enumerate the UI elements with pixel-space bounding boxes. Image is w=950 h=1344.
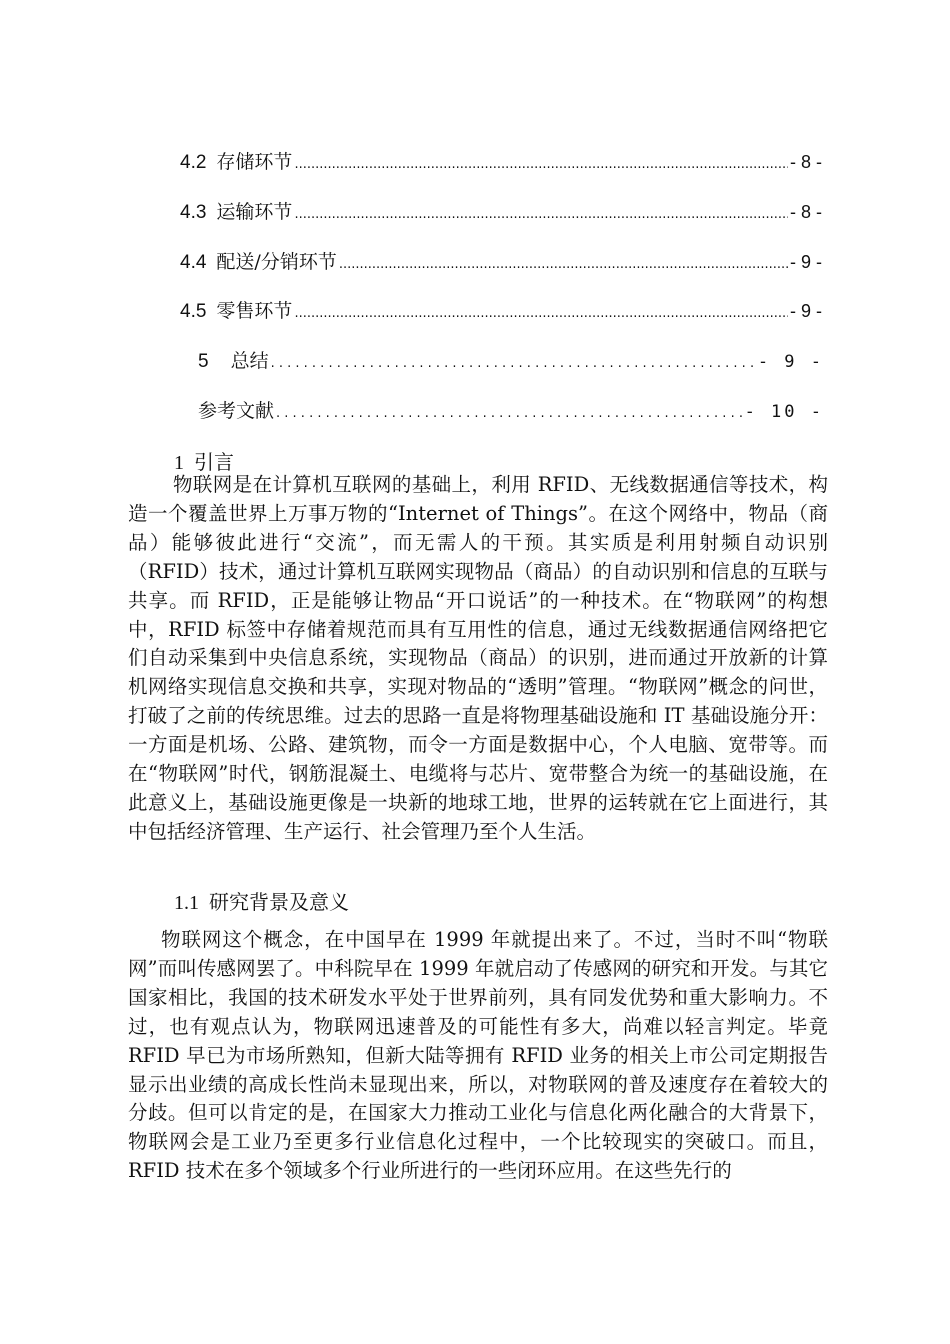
toc-entry-title: 零售环节 bbox=[216, 300, 293, 322]
toc-entry-number: 4.2 bbox=[180, 152, 207, 173]
toc-entry-number: 4.3 bbox=[180, 202, 207, 223]
toc-entry-page: - 10 - bbox=[744, 402, 824, 422]
section-number: 1.1 bbox=[174, 892, 199, 914]
body-paragraph: 物联网是在计算机互联网的基础上，利用 RFID、无线数据通信等技术，构造一个覆盖世界上万事万物的“Internet of Things”。在这个网络中，物品（商品）能够彼此进行“交流”，而无需人的干预。其实质是利用射频自动识别（RFID）技术，通过计算机互联网实现物品（商品）的自动识别和信息的互联与共享。而 RFID，正是能够让物品“开口说话”的一种技术。在“物联网”的构想中，RFID 标签中存储着规范而具有互用性的信息，通过无线数据通信网络把它们自动采集到中央信息系统，实现物品（商品）的识别，进而通过开放新的计算机网络实现信息交换和共享，实现对物品的“透明”管理。“物联网”概念的问世，打破了之前的传统思维。过去的思路一直是将物理基础设施和 IT 基础设施分开：一方面是机场、公路、建筑物，而令一方面是数据中心，个人电脑、宽带等。而在“物联网”时代，钢筋混凝土、电缆将与芯片、宽带整合为统一的基础设施，在此意义上，基础设施更像是一块新的地球工地，世界的运转就在它上面进行，其中包括经济管理、生产运行、社会管理乃至个人生活。 bbox=[128, 473, 828, 843]
toc-entry-page: - 9 - bbox=[789, 252, 822, 272]
toc-entry-title: 参考文献 bbox=[198, 400, 275, 422]
toc-entry-title: 存储环节 bbox=[216, 151, 293, 173]
toc-entry-title: 配送/分销环节 bbox=[216, 251, 337, 273]
toc-entry[interactable] bbox=[180, 299, 822, 326]
toc-entry-title: 运输环节 bbox=[216, 201, 293, 223]
section-title: 研究背景及意义 bbox=[209, 890, 349, 914]
toc-entry-number: 4.5 bbox=[180, 301, 207, 322]
body-paragraph: 物联网这个概念，在中国早在 1999 年就提出来了。不过，当时不叫“物联网”而叫传感网罢了。中科院早在 1999 年就启动了传感网的研究和开发。与其它国家相比，我国的技术研发水平处于世界前列，具有同发优势和重大影响力。不过，也有观点认为，物联网迅速普及的可能性有多大，尚难以轻言判定。毕竟 RFID 早已为市场所熟知，但新大陆等拥有 RFID 业务的相关上市公司定期报告显示出业绩的高成长性尚未显现出来，所以，对物联网的普及速度存在着较大的分歧。但可以肯定的是，在国家大力推动工业化与信息化两化融合的大背景下，物联网会是工业乃至更多行业信息化过程中，一个比较现实的突破口。而且，RFID 技术在多个领域多个行业所进行的一些闭环应用。在这些先行的 bbox=[128, 928, 828, 1183]
toc-entry[interactable] bbox=[180, 250, 822, 277]
toc-entry[interactable] bbox=[180, 200, 822, 227]
toc-leader-dots bbox=[294, 203, 788, 227]
toc-leader-dots bbox=[276, 402, 743, 426]
section-number: 1 bbox=[174, 452, 184, 474]
toc-entry[interactable] bbox=[198, 349, 824, 376]
toc-entry[interactable] bbox=[180, 150, 822, 177]
toc-entry-page: - 9 - bbox=[757, 352, 824, 372]
toc-leader-dots bbox=[294, 302, 788, 326]
toc-leader-dots bbox=[294, 153, 788, 177]
toc-leader-dots bbox=[339, 253, 788, 277]
toc-entry-number: 5 bbox=[198, 351, 209, 372]
toc-entry-page: - 8 - bbox=[789, 152, 822, 172]
toc-entry[interactable] bbox=[198, 399, 824, 426]
toc-leader-dots bbox=[271, 352, 756, 376]
toc-entry-page: - 8 - bbox=[789, 202, 822, 222]
subsection-heading bbox=[174, 889, 349, 916]
toc-entry-number: 4.4 bbox=[180, 252, 207, 273]
toc-entry-title: 总结 bbox=[230, 350, 269, 372]
toc-entry-page: - 9 - bbox=[789, 301, 822, 321]
section-title: 引言 bbox=[194, 450, 234, 474]
